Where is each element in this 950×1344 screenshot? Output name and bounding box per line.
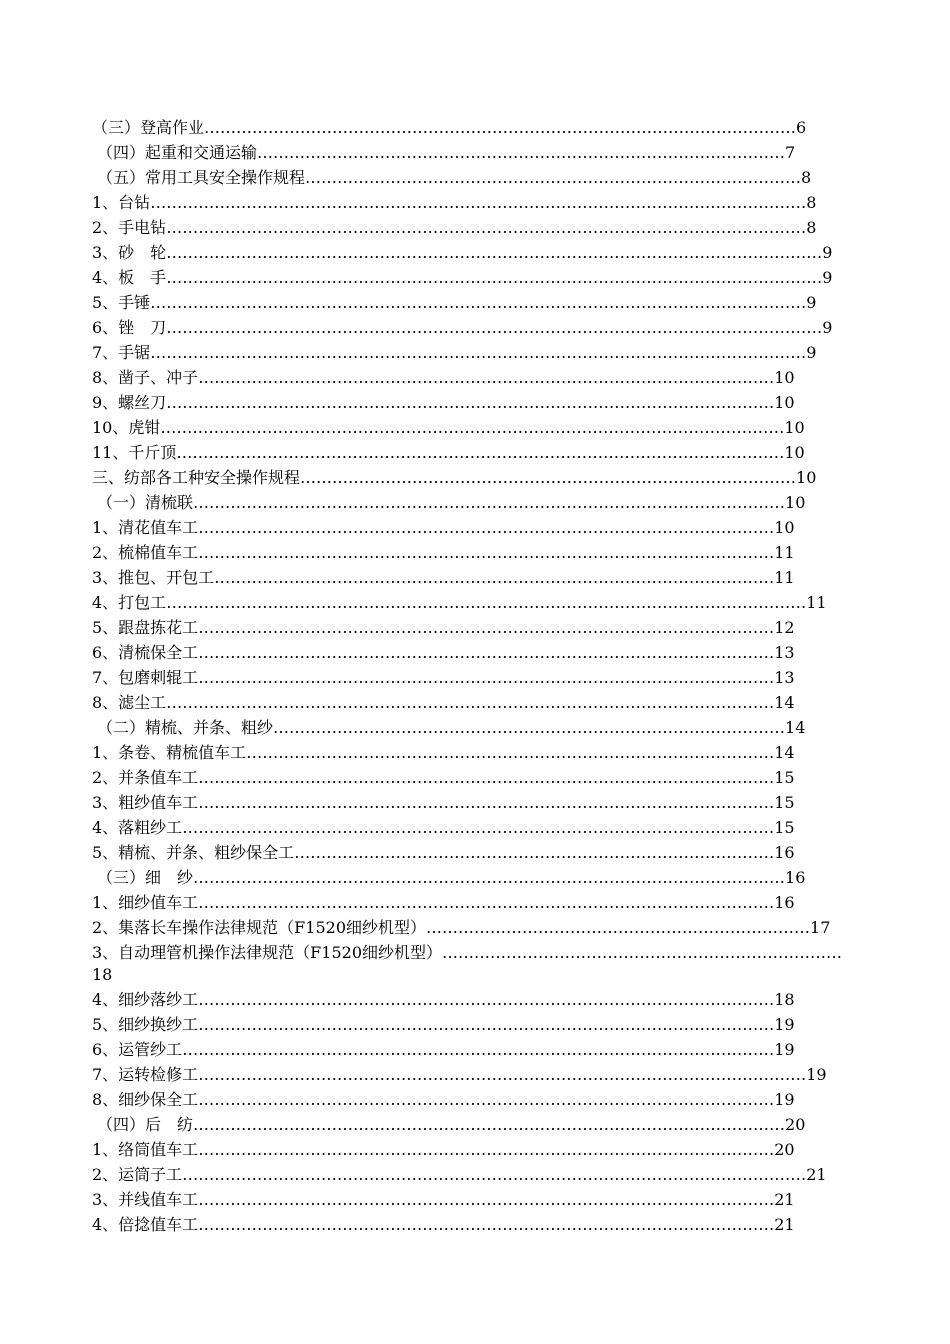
toc-entry-page-number: 9 [806,343,817,362]
toc-entry-label: 9、螺丝刀 [92,393,167,412]
dot-leader: …………………………………………………………………………………………………………… [166,243,823,262]
toc-entry [92,1213,930,1237]
toc-entry-page-number: 7 [785,143,796,162]
toc-entry-label: 8、细纱保全工 [92,1090,199,1109]
toc-entry-label: （四）后 纺 [97,1115,194,1134]
dot-leader: ……………………………………………………………………………………………………… [182,1165,807,1184]
toc-entry-page-number: 10 [785,493,806,512]
toc-entry [92,941,930,965]
toc-entry [97,1113,930,1137]
toc-entry-page-number: 11 [774,543,795,562]
toc-entry-label: （一）清梳联 [97,493,194,512]
toc-entry-page-number: 14 [774,743,795,762]
toc-entry [92,191,930,215]
toc-entry-page-number: 19 [774,1090,795,1109]
toc-entry-label: 4、落粗纱工 [92,818,183,837]
dot-leader: ………………………………………………………………………………… [300,468,797,487]
toc-entry-label: 6、运管纱工 [92,1040,183,1059]
toc-entry-page-number: 6 [796,118,807,137]
dot-leader: ………………………………………………………………………………………………… [193,868,786,887]
toc-entry-label: 4、板 手 [92,268,167,287]
toc-entry [92,316,930,340]
dot-leader: …………………………………………………………………………………………………… [176,443,785,462]
toc-entry [92,291,930,315]
dot-leader: ………………………………………………………………………………………………… [204,118,797,137]
toc-entry [92,1188,930,1212]
dot-leader: …………………………………………………………………………………………………………… [166,318,823,337]
toc-entry [92,341,930,365]
toc-entry [97,166,930,190]
dot-leader: …………………………………………………………………………………………………………… [150,293,807,312]
toc-entry [92,516,930,540]
toc-entry [92,891,930,915]
dot-leader: ……………………………………………………………………………………… [257,143,786,162]
toc-entry-label: 8、凿子、冲子 [92,368,199,387]
toc-entry-label: 2、梳棉值车工 [92,543,199,562]
toc-entry-page-number: 14 [774,693,795,712]
toc-entry-page-number: 11 [774,568,795,587]
toc-entry [92,616,930,640]
toc-entry-page-number: 12 [774,618,795,637]
toc-entry-page-number: 21 [774,1190,795,1209]
toc-entry [92,741,930,765]
toc-entry [92,416,930,440]
toc-entry [97,141,930,165]
toc-entry-page-number: 15 [774,818,795,837]
dot-leader: ……………………………………………………………………………………………… [198,668,775,687]
dot-leader: ……………………………………………………………………………………… [246,743,775,762]
toc-entry-page-number: 17 [810,918,831,937]
toc-entry-label: 3、砂 轮 [92,243,167,262]
toc-entry-label: 1、细纱值车工 [92,893,199,912]
dot-leader: ………………………………………………………………………………………………………… [166,593,807,612]
toc-entry [92,791,930,815]
toc-entry-label: 4、倍捻值车工 [92,1215,199,1234]
toc-entry-page-number: 21 [774,1215,795,1234]
toc-entry [92,216,930,240]
toc-entry-label: （二）精梳、并条、粗纱 [97,718,274,737]
dot-leader: ………………………………………………………………………………………………… [182,818,775,837]
toc-entry-label: 6、锉 刀 [92,318,167,337]
toc-entry-page-number: 11 [806,593,827,612]
toc-entry [92,641,930,665]
toc-entry-label: 5、跟盘拣花工 [92,618,199,637]
dot-leader: ……………………………………………………………………………………………………… [160,418,785,437]
toc-entry [92,566,930,590]
toc-entry [92,666,930,690]
dot-leader: ………………………………………………………………………………… [305,168,802,187]
toc-entry-label: 6、清梳保全工 [92,643,199,662]
toc-entry-page-number: 19 [774,1015,795,1034]
toc-entry-page-number: 18 [774,990,795,1009]
toc-entry [92,963,930,987]
dot-leader: ……………………………………………………………………………………………… [198,1015,775,1034]
dot-leader: ………………………………………………………………………………………………… [193,1115,786,1134]
toc-entry-page-number: 19 [806,1065,827,1084]
dot-leader: …………………………………………………………………………………………… [214,568,775,587]
toc-entry [97,491,930,515]
toc-entry-label: 18 [92,965,113,984]
toc-entry-page-number: 10 [774,393,795,412]
toc-entry-label: 1、清花值车工 [92,518,199,537]
toc-entry [92,916,930,940]
dot-leader: ………………………………………………………………………………………………… [193,493,786,512]
dot-leader: …………………………………………………………………………………… [273,718,786,737]
toc-entry-page-number: 10 [774,518,795,537]
dot-leader: …………………………………………………………………………………………………………… [150,343,807,362]
toc-entry-page-number: 10 [774,368,795,387]
dot-leader: ……………………………………………………………………………………………… [198,368,775,387]
toc-entry [92,1138,930,1162]
toc-entry-label: 7、手锯 [92,343,151,362]
toc-entry-page-number: 20 [785,1115,806,1134]
dot-leader: ………………………………………………………………………………………………… [182,1040,775,1059]
toc-entry-label: 2、运筒子工 [92,1165,183,1184]
toc-entry-label: 5、细纱换纱工 [92,1015,199,1034]
toc-entry [92,466,930,490]
dot-leader: ……………………………………………………………………………… [294,843,775,862]
dot-leader: ……………………………………………………………………………………………… [198,1190,775,1209]
toc-entry-page-number: 13 [774,643,795,662]
dot-leader: ………………………………………………………………… [442,943,843,962]
dot-leader: ……………………………………………………………………………………………… [198,643,775,662]
toc-entry-page-number: 21 [806,1165,827,1184]
toc-entry-page-number: 16 [774,843,795,862]
toc-entry [92,266,930,290]
dot-leader: ……………………………………………………………………………………………… [198,793,775,812]
toc-entry-page-number: 16 [785,868,806,887]
toc-entry-label: 5、精梳、并条、粗纱保全工 [92,843,295,862]
toc-entry-page-number: 10 [784,418,805,437]
toc-entry [92,541,930,565]
toc-entry-page-number: 16 [774,893,795,912]
toc-entry-label: 7、运转检修工 [92,1065,199,1084]
toc-entry-label: 3、粗纱值车工 [92,793,199,812]
toc-entry-label: 1、台钻 [92,193,151,212]
toc-entry-page-number: 20 [774,1140,795,1159]
toc-entry-label: 2、手电钻 [92,218,167,237]
toc-entry [92,1163,930,1187]
toc-entry [92,366,930,390]
toc-entry [92,1063,930,1087]
dot-leader: …………………………………………………………………………………………………………… [166,268,823,287]
toc-entry-label: （三）细 纱 [97,868,194,887]
dot-leader: ……………………………………………………………………………………………… [198,1090,775,1109]
toc-entry-label: 3、并线值车工 [92,1190,199,1209]
toc-entry [92,691,930,715]
toc-entry [97,866,930,890]
toc-entry [92,766,930,790]
dot-leader: …………………………………………………………………………………………………… [198,1065,807,1084]
toc-entry [92,816,930,840]
dot-leader: ……………………………………………………………………………………………… [198,518,775,537]
toc-entry-label: 2、集落长车操作法律规范（F1520细纱机型） [92,918,427,937]
toc-entry [92,841,930,865]
toc-entry-label: 三、纺部各工种安全操作规程 [92,468,301,487]
toc-entry-label: 7、包磨刺辊工 [92,668,199,687]
dot-leader: …………………………………………………………………………………………………… [166,393,775,412]
toc-entry-label: （四）起重和交通运输 [97,143,258,162]
toc-entry [92,441,930,465]
toc-entry [92,391,930,415]
toc-entry [97,716,930,740]
dot-leader: ……………………………………………………………………………………………… [198,1215,775,1234]
dot-leader: …………………………………………………………………………………………………………… [150,193,807,212]
toc-entry-label: 8、滤尘工 [92,693,167,712]
toc-entry-page-number: 8 [806,193,817,212]
toc-entry [92,1038,930,1062]
toc-entry-label: （三）登高作业 [92,118,205,137]
toc-entry-label: 3、推包、开包工 [92,568,215,587]
toc-entry-page-number: 14 [785,718,806,737]
toc-entry-page-number: 9 [822,243,833,262]
toc-entry-label: 4、细纱落纱工 [92,990,199,1009]
toc-entry-label: 11、千斤顶 [92,443,177,462]
toc-entry-page-number: 8 [806,218,817,237]
toc-entry-page-number: 13 [774,668,795,687]
toc-entry-page-number: 9 [822,318,833,337]
toc-entry-page-number: 19 [774,1040,795,1059]
toc-entry [92,116,930,140]
dot-leader: ……………………………………………………………………………………………… [198,990,775,1009]
toc-entry-page-number: 8 [801,168,812,187]
toc-entry-label: 10、虎钳 [92,418,161,437]
dot-leader: ……………………………………………………………………………………………… [198,768,775,787]
toc-entry-page-number: 15 [774,768,795,787]
toc-entry-page-number: 10 [796,468,817,487]
dot-leader: ……………………………………………………………………………………………… [198,893,775,912]
toc-entry-page-number: 10 [784,443,805,462]
toc-entry-page-number: 9 [806,293,817,312]
toc-entry-page-number: 15 [774,793,795,812]
toc-entry [92,241,930,265]
dot-leader: …………………………………………………………………………………………………… [166,693,775,712]
toc-entry-label: 1、络筒值车工 [92,1140,199,1159]
toc-entry-label: 1、条卷、精梳值车工 [92,743,247,762]
dot-leader: ……………………………………………………………… [426,918,811,937]
toc-entry [92,1013,930,1037]
toc-entry-label: 5、手锤 [92,293,151,312]
dot-leader: ……………………………………………………………………………………………… [198,618,775,637]
dot-leader: ……………………………………………………………………………………………… [198,1140,775,1159]
toc-entry-page-number: 9 [822,268,833,287]
toc-entry-label: 2、并条值车工 [92,768,199,787]
dot-leader: ………………………………………………………………………………………………………… [166,218,807,237]
toc-entry [92,591,930,615]
toc-entry [92,988,930,1012]
toc-entry [92,1088,930,1112]
toc-entry-label: 4、打包工 [92,593,167,612]
dot-leader: ……………………………………………………………………………………………… [198,543,775,562]
toc-entry-label: （五）常用工具安全操作规程 [97,168,306,187]
toc-entry-label: 3、自动理管机操作法律规范（F1520细纱机型） [92,943,443,962]
